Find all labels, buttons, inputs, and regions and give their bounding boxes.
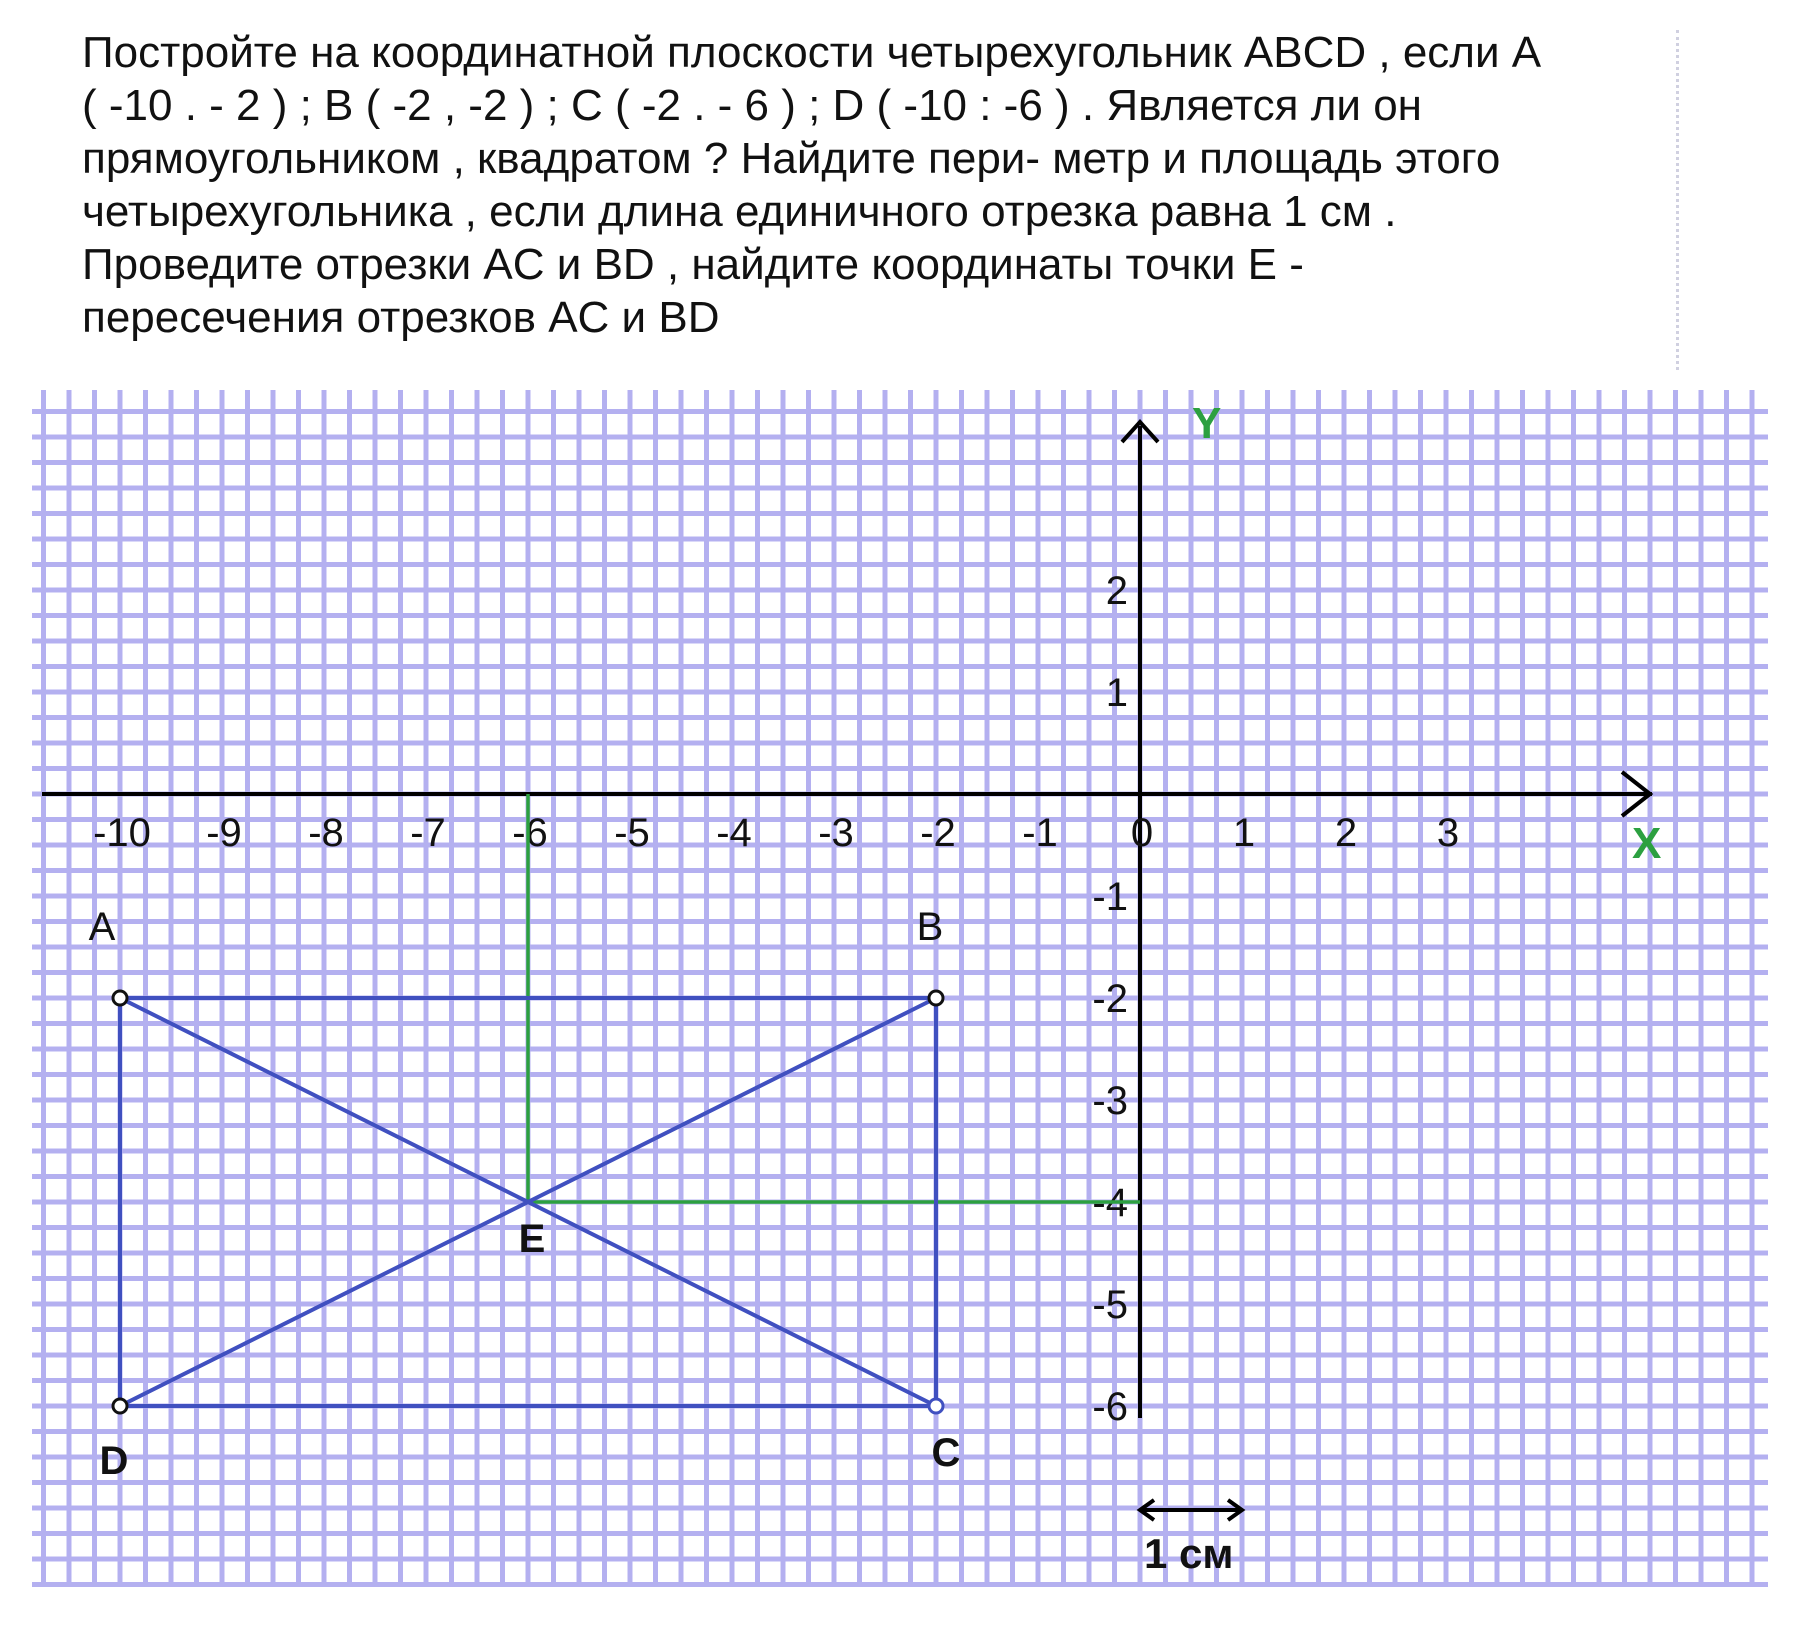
problem-line: Проведите отрезки AC и BD , найдите координаты точки E - [82,240,1304,289]
point-marker [113,1399,127,1413]
y-tick-label: 2 [1105,569,1128,613]
x-tick-label: 2 [1334,811,1358,855]
point-label-d: D [99,1439,129,1483]
point-marker [929,1399,943,1413]
x-tick-label: -10 [93,811,151,855]
point-label-b: B [916,905,944,949]
x-axis-label: X [1632,819,1662,868]
point-label-c: C [931,1431,961,1475]
problem-line: прямоугольником , квадратом ? Найдите пери- метр и площадь этого [82,134,1501,183]
x-tick-label: -3 [818,811,854,855]
y-tick-label: -3 [1092,1079,1128,1123]
unit-segment [1140,1500,1242,1577]
x-tick-label: -2 [920,811,956,855]
point-label-a: A [88,905,116,949]
x-tick-label: -5 [614,811,650,855]
problem-line: пересечения отрезков AC и BD [82,293,720,342]
x-tick-label: -4 [716,811,752,855]
y-tick-label: 1 [1105,671,1128,715]
y-tick-label: -2 [1092,977,1128,1021]
problem-line: четырехугольника , если длина единичного отрезка равна 1 см . [82,187,1397,236]
x-tick-label: -7 [410,811,446,855]
unit-label: 1 см [1144,1530,1234,1577]
x-tick-label: -9 [206,811,242,855]
x-tick-label: 1 [1232,811,1256,855]
x-tick-label: 3 [1436,811,1460,855]
y-tick-label: -6 [1092,1385,1128,1429]
point-marker [113,991,127,1005]
x-tick-label: -8 [308,811,344,855]
x-tick-label: 0 [1130,811,1154,855]
point-marker [929,991,943,1005]
y-tick-label: -1 [1092,875,1128,919]
y-axis-label: Y [1192,399,1222,448]
problem-line: Постройте на координатной плоскости четырехугольник ABCD , если A [82,28,1542,77]
x-tick-label: -6 [512,811,548,855]
x-tick-label: -1 [1022,811,1058,855]
y-tick-label: -4 [1092,1181,1128,1225]
problem-line: ( -10 . - 2 ) ; B ( -2 , -2 ) ; C ( -2 . - 6 ) ; D ( -10 : -6 ) . Является ли он [82,81,1422,130]
y-tick-label: -5 [1092,1283,1128,1327]
point-label-e: E [518,1217,546,1261]
